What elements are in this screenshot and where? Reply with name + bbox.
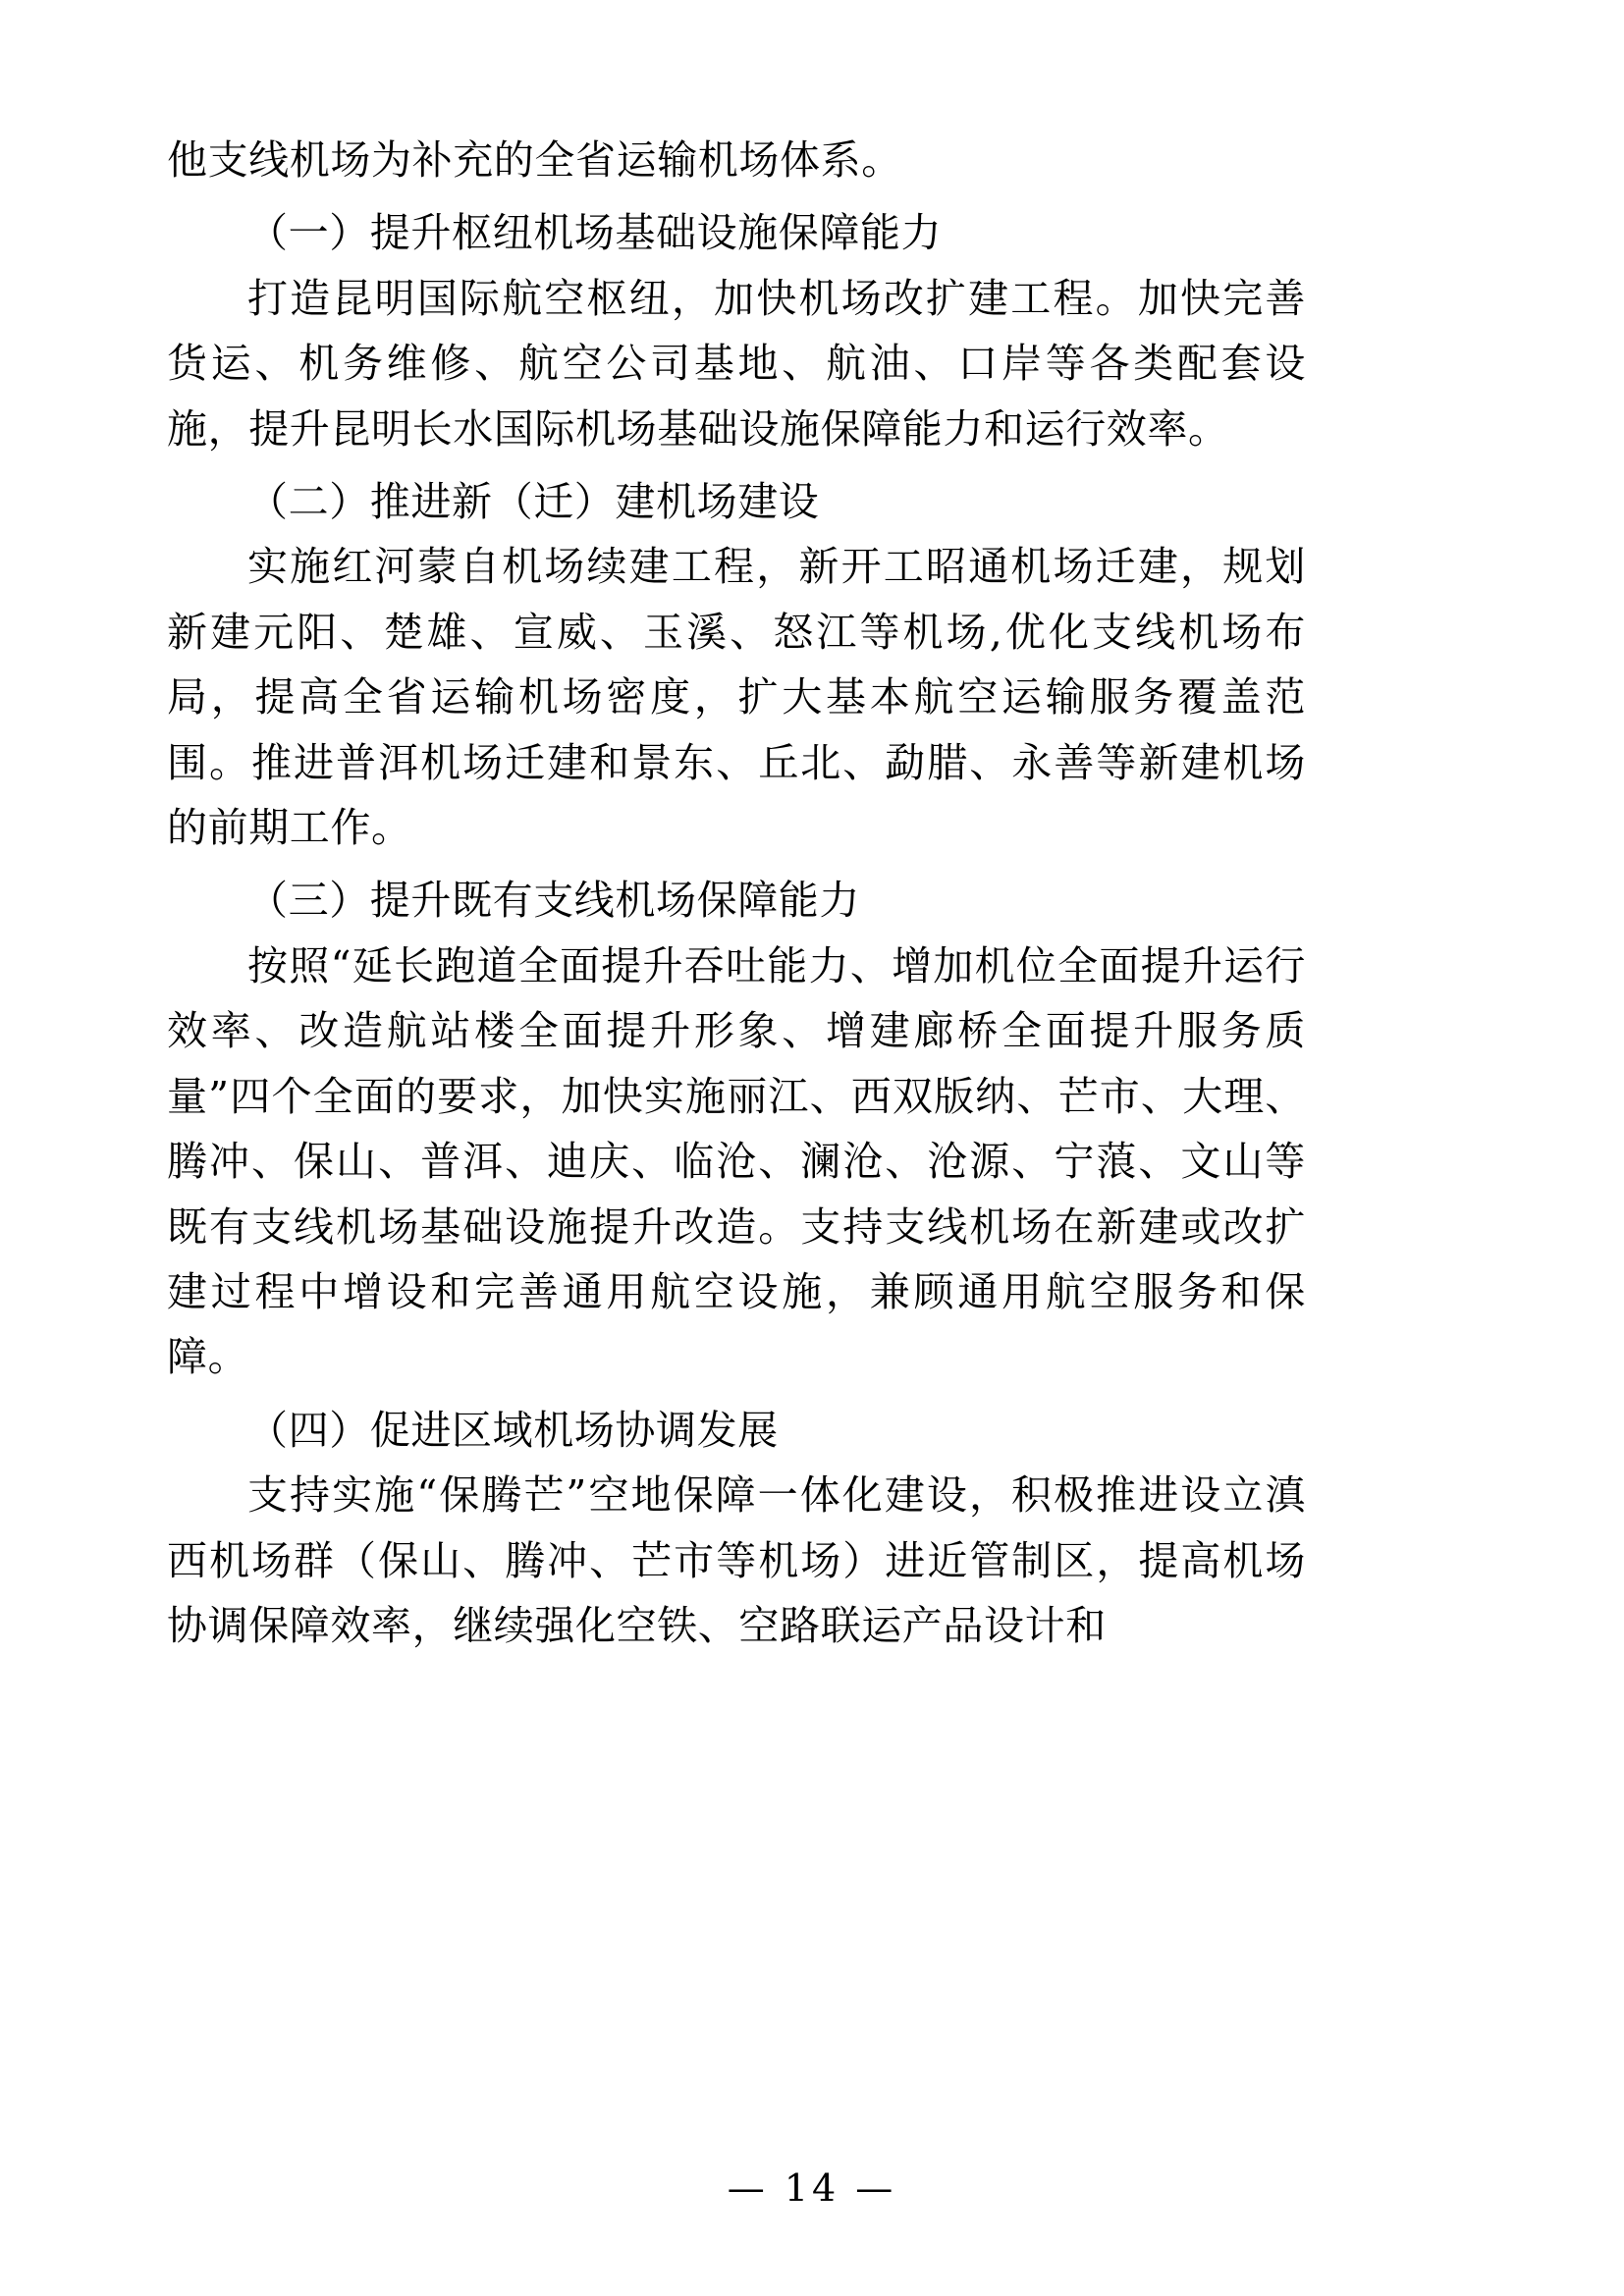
heading-section-1: （一）提升枢纽机场基础设施保障能力 xyxy=(247,209,943,257)
page-footer xyxy=(0,2166,1624,2210)
page-number: — 14 — xyxy=(727,2166,897,2210)
paragraph-section-1-body: 打造昆明国际航空枢纽，加快机场改扩建工程。加快完善货运、机务维修、航空公司基地、航油、口岸等各类配套设施，提升昆明长水国际机场基础设施保障能力和运行效率。 xyxy=(167,274,1306,453)
heading-section-2: （二）推进新（迁）建机场建设 xyxy=(247,478,820,526)
paragraph-continued-airport-system: 他支线机场为补充的全省运输机场体系。 xyxy=(167,136,902,184)
heading-section-3: （三）提升既有支线机场保障能力 xyxy=(247,877,860,925)
paragraph-section-4-body: 支持实施“保腾芒”空地保障一体化建设，积极推进设立滇西机场群（保山、腾冲、芒市等机场）进近管制区，提高机场协调保障效率，继续强化空铁、空路联运产品设计和 xyxy=(167,1471,1306,1649)
paragraph-section-2-body: 实施红河蒙自机场续建工程，新开工昭通机场迁建，规划新建元阳、楚雄、宣威、玉溪、怒江等机场,优化支线机场布局，提高全省运输机场密度，扩大基本航空运输服务覆盖范围。推进普洱机场迁建和景东、丘北、勐腊、永善等新建机场的前期工作。 xyxy=(167,543,1306,852)
paragraph-section-3-body: 按照“延长跑道全面提升吞吐能力、增加机位全面提升运行效率、改造航站楼全面提升形象、增建廊桥全面提升服务质量”四个全面的要求，加快实施丽江、西双版纳、芒市、大理、腾冲、保山、普洱、迪庆、临沧、澜沧、沧源、宁蒗、文山等既有支线机场基础设施提升改造。支持支线机场在新建或改扩建过程中增设和完善通用航空设施，兼顾通用航空服务和保障。 xyxy=(167,941,1306,1381)
heading-section-4: （四）促进区域机场协调发展 xyxy=(247,1406,779,1454)
document-body xyxy=(167,128,1306,1658)
